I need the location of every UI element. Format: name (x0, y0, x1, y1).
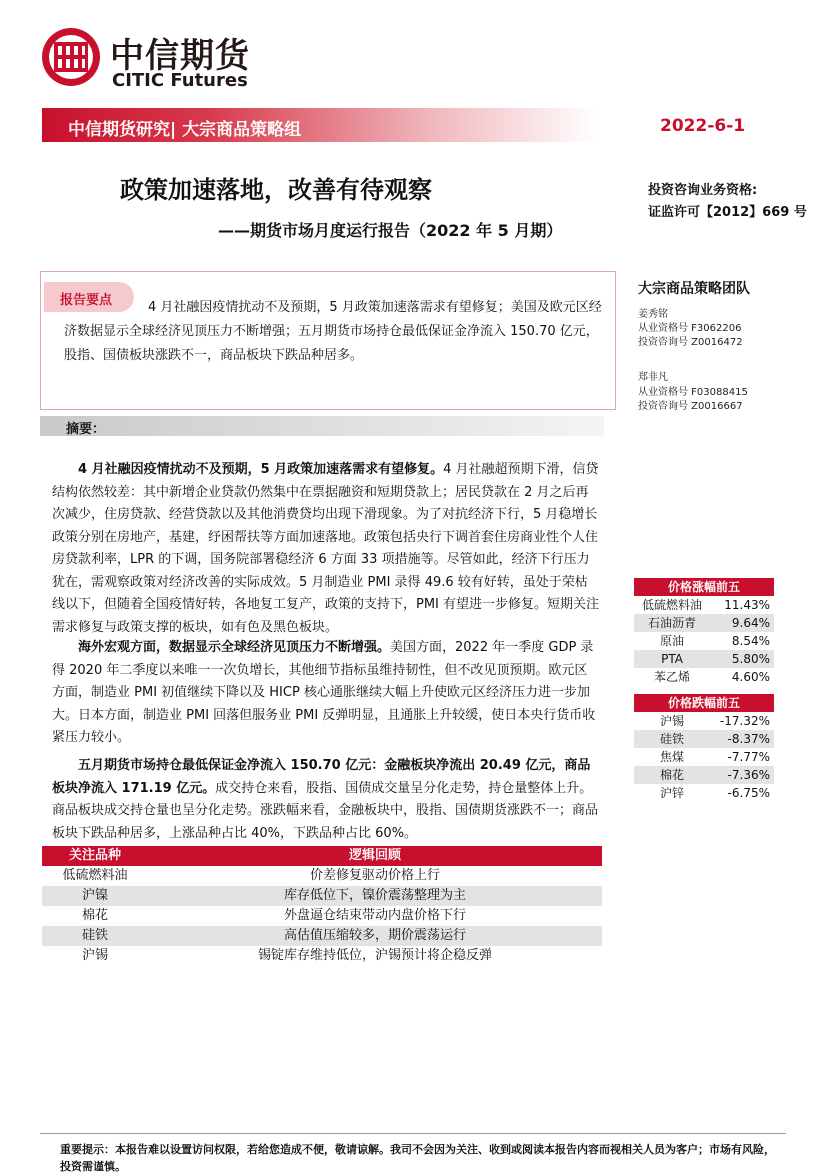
qualification-label: 投资咨询业务资格: (648, 183, 758, 198)
summary-text: 4 月社融因疫情扰动不及预期，5 月政策加速落需求有望修复；美国及欧元区经济数据显示全球经济见顶压力不断增强；五月期货市场持仓最低保证金净流入 150.70 亿元，股指、国债板块涨跌不一，商品板块下跌品种居多。 (64, 300, 602, 363)
table-row (42, 866, 602, 886)
qualification-license: 证监许可【2012】669 号 (648, 205, 807, 220)
member-consult: 投资咨询号 Z0016667 (638, 401, 743, 412)
summary-tag-label: 报告要点 (60, 293, 113, 308)
table-row (634, 614, 774, 632)
table-row (42, 946, 602, 966)
losers-title: 价格跌幅前五 (634, 694, 774, 712)
focus-table (42, 846, 602, 966)
commodity-name: 石油沥青 (647, 616, 696, 630)
commodity-name: 棉花 (659, 768, 684, 782)
member-consult: 投资咨询号 Z0016472 (638, 337, 743, 348)
commodity-name: 沪锌 (659, 786, 684, 800)
report-title: 政策加速落地，改善有待观察 (120, 176, 432, 204)
table-row (634, 668, 774, 686)
paragraph (52, 755, 600, 845)
header-item: 关注品种 (68, 848, 121, 863)
losers-table (634, 694, 774, 802)
logo-en: CITIC Futures (112, 70, 248, 91)
paragraph-lead: 五月期货市场持仓最低保证金净流入 150.70 亿元：金融板块净流出 20.49 亿元，商品板块净流入 171.19 亿元。 (52, 758, 591, 796)
team-title: 大宗商品策略团队 (638, 281, 750, 297)
gainers-title: 价格涨幅前五 (634, 578, 774, 596)
member-reg: 从业资格号 F03088415 (638, 387, 748, 398)
logic-cell: 库存低位下，镍价震荡整理为主 (283, 888, 466, 903)
change-value: -7.36% (727, 768, 770, 782)
item-cell: 低硫燃料油 (62, 868, 128, 883)
header-logic: 逻辑回顾 (348, 848, 401, 863)
table-row (634, 632, 774, 650)
logic-cell: 外盘逼仓结束带动内盘价格下行 (283, 908, 466, 923)
commodity-name: 苯乙烯 (653, 670, 690, 684)
commodity-name: 硅铁 (659, 732, 684, 746)
member-reg: 从业资格号 F3062206 (638, 323, 742, 334)
item-cell: 棉花 (81, 908, 108, 923)
table-row (634, 784, 774, 802)
logo-cn: 中信期货 (110, 36, 250, 76)
citic-logo-icon (40, 26, 102, 88)
logic-cell: 价差修复驱动价格上行 (309, 868, 440, 883)
logic-cell: 锡锭库存维持低位，沪锡预计将企稳反弹 (257, 948, 492, 963)
paragraph-text: 4 月社融超预期下滑，信贷结构依然较差：其中新增企业贷款仍然集中在票据融资和短期贷款上；居民贷款在 2 月之后再次减少，住房贷款、经营贷款以及其他消费贷均出现下滑现象。为了对抗经济下行，5 月稳增长政策分别在房地产，基建，纾困帮扶等方面加速落地。政策包括央行下调首套住房商业性个人住房贷款利率，LPR 的下调，国务院部署稳经济 6 方面 33 项措施等。尽管如此，经济下行压力犹在，需观察政策对经济改善的实际成效。5 月制造业 PMI 录得 49.6 较有好转，虽处于荣枯线以下，但随着全国疫情好转，各地复工复产，政策的支持下，PMI 有望进一步修复。短期关注需求修复与政策支撑的板块，如有色及黑色板块。 (52, 462, 600, 635)
paragraph-text: 成交持仓来看，股指、国债成交量呈分化走势，持仓量整体上升。商品板块成交持仓量也呈分化走势。涨跌幅来看，金融板块中，股指、国债期货涨跌不一；商品板块下跌品种居多，上涨品种占比 40%，下跌品种占比 60%。 (52, 780, 599, 841)
change-value: 5.80% (731, 652, 770, 666)
paragraph-lead: 4 月社融因疫情扰动不及预期，5 月政策加速落需求有望修复。 (78, 462, 444, 477)
table-row (634, 712, 774, 730)
table-row (634, 650, 774, 668)
abstract-label: 摘要： (66, 422, 106, 437)
header-band-text: 中信期货研究| 大宗商品策略组 (68, 120, 302, 140)
report-subtitle: ——期货市场月度运行报告（2022 年 5 月期） (218, 221, 563, 240)
change-value: 9.64% (731, 616, 770, 630)
item-cell: 沪锡 (81, 948, 108, 963)
change-value: -6.75% (727, 786, 770, 800)
gainers-table (634, 578, 774, 686)
change-value: 11.43% (724, 598, 770, 612)
paragraph-text: 美国方面，2022 年一季度 GDP 录得 2020 年二季度以来唯一一次负增长，其他细节指标虽维持韧性，但不改见顶预期。欧元区方面，制造业 PMI 初值继续下降以及 HICP 核心通胀继续大幅上升使欧元区经济压力进一步加大。日本方面，制造业 PMI 回落但服务业 PMI 反弹明显，且通胀上升较缓，使日本央行货币收紧压力较小。 (52, 640, 596, 745)
paragraph-lead: 海外宏观方面，数据显示全球经济见顶压力不断增强。 (78, 640, 391, 655)
footer-divider (40, 1133, 786, 1134)
change-value: 4.60% (731, 670, 770, 684)
table-row (42, 906, 602, 926)
table-row (634, 730, 774, 748)
paragraph (52, 637, 600, 750)
change-value: -17.32% (719, 714, 770, 728)
commodity-name: 沪锡 (659, 714, 684, 728)
item-cell: 沪镍 (81, 888, 108, 903)
table-row (634, 748, 774, 766)
footer-disclaimer: 重要提示：本报告难以设置访问权限，若给您造成不便，敬请谅解。我司不会因为关注、收到或阅读本报告内容而视相关人员为客户；市场有风险，投资需谨慎。 (60, 1143, 775, 1173)
commodity-name: 原油 (659, 634, 684, 648)
change-value: -7.77% (727, 750, 770, 764)
table-header (42, 846, 602, 866)
commodity-name: PTA (661, 652, 683, 666)
table-row (634, 766, 774, 784)
item-cell: 硅铁 (81, 928, 108, 943)
commodity-name: 低硫燃料油 (641, 598, 702, 612)
abstract-bar (40, 416, 604, 436)
commodity-name: 焦煤 (659, 750, 684, 764)
table-row (42, 926, 602, 946)
report-date: 2022-6-1 (660, 116, 746, 136)
change-value: -8.37% (727, 732, 770, 746)
table-row (634, 596, 774, 614)
member-name: 姜秀铭 (638, 309, 668, 320)
paragraph (52, 459, 600, 639)
member-name: 郑非凡 (638, 372, 668, 383)
change-value: 8.54% (731, 634, 770, 648)
table-row (42, 886, 602, 906)
logic-cell: 高估值压缩较多，期价震荡运行 (283, 928, 466, 943)
